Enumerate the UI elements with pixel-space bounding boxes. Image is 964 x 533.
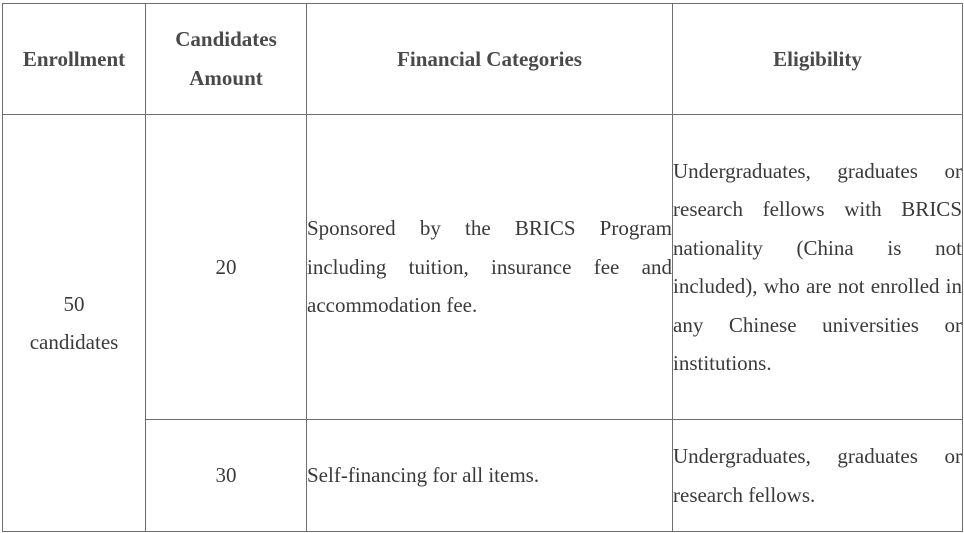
header-row <box>3 4 963 115</box>
amount-cell <box>146 420 307 532</box>
header-financial-categories-label: Financial Categories <box>397 46 582 71</box>
enrollment-count: 50 <box>63 291 85 316</box>
enrollment-cell <box>3 115 146 532</box>
financial-category-cell <box>307 420 673 532</box>
amount-value: 20 <box>215 254 237 279</box>
header-enrollment-label: Enrollment <box>22 46 126 71</box>
enrollment-table <box>2 3 963 532</box>
eligibility-cell <box>673 115 963 420</box>
eligibility-text: Undergraduates, graduates or research fellows. <box>673 444 962 507</box>
header-financial-categories <box>307 4 673 115</box>
eligibility-text: Undergraduates, graduates or research fellows with BRICS nationality (China is not included), who are not enrolled in any Chinese universities or institutions. <box>673 158 962 375</box>
header-eligibility-label: Eligibility <box>773 46 862 71</box>
eligibility-cell <box>673 420 963 532</box>
amount-cell <box>146 115 307 420</box>
header-candidates-amount-line1: Candidates <box>175 27 277 51</box>
table-row <box>3 420 963 532</box>
table-row <box>3 115 963 420</box>
amount-value: 30 <box>215 463 237 488</box>
header-enrollment <box>3 4 146 115</box>
financial-category-text: Self-financing for all items. <box>307 463 540 488</box>
enrollment-unit: candidates <box>29 330 119 354</box>
financial-category-cell <box>307 115 673 420</box>
financial-category-text: Sponsored by the BRICS Program including tuition, insurance fee and accommodation fee. <box>307 216 672 318</box>
header-candidates-amount-line2: Amount <box>189 66 263 90</box>
header-eligibility <box>673 4 963 115</box>
header-candidates-amount <box>146 4 307 115</box>
